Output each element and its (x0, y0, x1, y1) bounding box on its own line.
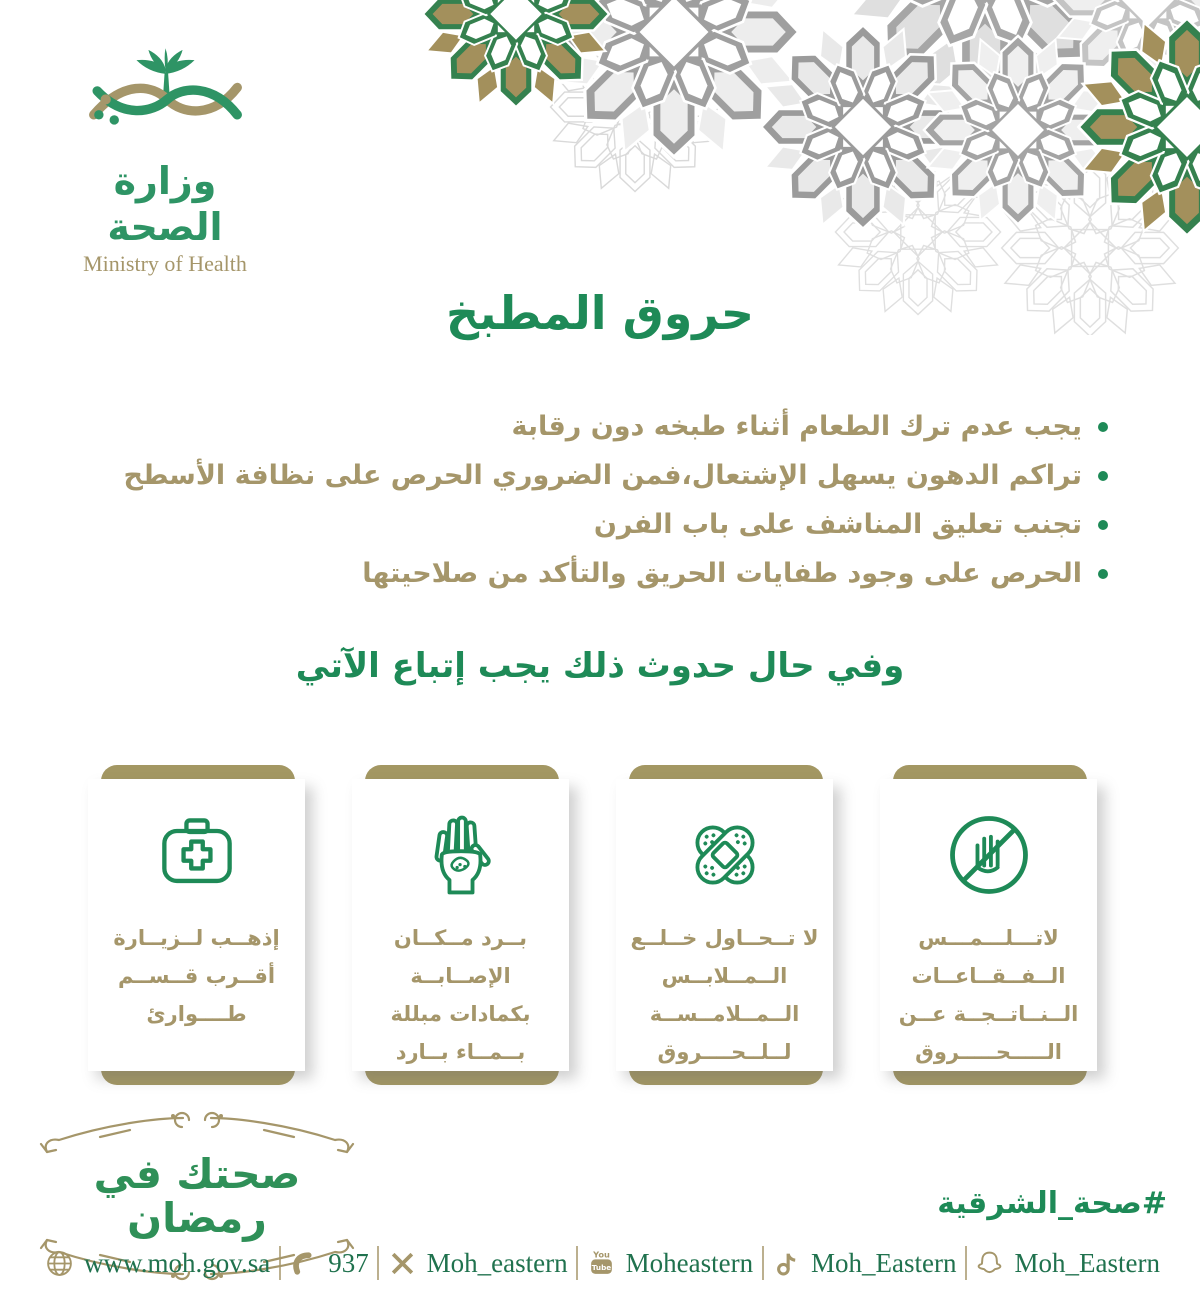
card-text-line: طــــوارئ (146, 1002, 247, 1026)
footer-divider (965, 1246, 967, 1280)
card-text-line: بكمادات مبللة (390, 1002, 531, 1026)
instruction-cards (88, 765, 1100, 1085)
footer-divider (279, 1246, 281, 1280)
svg-text:Tube: Tube (591, 1262, 611, 1272)
tiktok-icon (772, 1249, 801, 1278)
card-text-line: لاتـــلـــمـــس (918, 926, 1059, 950)
phone-icon (289, 1249, 318, 1278)
card-text-line: الإصــابــة (410, 964, 511, 988)
card-text-line: إذهــب لــزيــارة (113, 926, 280, 950)
tip-text: تجنب تعليق المناشف على باب الفرن (593, 509, 1082, 540)
poster-title: حروق المطبخ (445, 286, 755, 340)
card-text-line: الــنــاتــجــة عــن (898, 1002, 1079, 1026)
bullet-dot-icon (1098, 569, 1108, 579)
moh-logo-english-name: Ministry of Health (83, 251, 247, 276)
footer-divider (762, 1246, 764, 1280)
footer-phone-number[interactable] (289, 1248, 369, 1279)
footer-link-label: 937 (328, 1247, 369, 1278)
tip-item (95, 555, 1108, 592)
snapchat-icon (975, 1249, 1004, 1278)
tip-item (95, 408, 1108, 445)
footer-link-label: Moh_eastern (426, 1247, 568, 1278)
moh-logo-mark-icon (63, 46, 268, 158)
footer-link-label: www.moh.gov.sa (84, 1247, 271, 1278)
card-text-line: الـــــحـــــروق (915, 1040, 1062, 1064)
poster-subtitle: وفي حال حدوث ذلك يجب إتباع الآتي (295, 646, 905, 686)
svg-text:You: You (592, 1248, 610, 1259)
card-text-line: الــفــقــاعــات (911, 964, 1066, 988)
bullet-dot-icon (1098, 422, 1108, 432)
no-touch-hand-icon (941, 807, 1037, 903)
footer-divider (377, 1246, 379, 1280)
card-text (899, 919, 1079, 1071)
tip-text: تراكم الدهون يسهل الإشتعال،فمن الضروري الحرص على نظافة الأسطح (123, 460, 1082, 491)
card-text-line: الــمــلابــس (661, 964, 788, 988)
footer-link-snapchat[interactable] (975, 1248, 1159, 1279)
card-text (391, 919, 531, 1071)
bullet-dot-icon (1098, 471, 1108, 481)
card-text-line: لا تــحــاول خــلــع (630, 926, 819, 950)
footer-link-label: Moheastern (625, 1247, 754, 1278)
footer-link-label: Moh_Eastern (811, 1247, 957, 1278)
bullet-dot-icon (1098, 520, 1108, 530)
card-text (631, 919, 819, 1071)
tip-item (95, 457, 1108, 494)
crossed-bandages-icon (677, 807, 773, 903)
footer-link-label: Moh_Eastern (1014, 1247, 1160, 1278)
youtube-icon (587, 1249, 616, 1278)
card-text-line: الــمــلامــســة (649, 1002, 800, 1026)
card-text-line: بــرد مــكــان (393, 926, 528, 950)
burned-hand-icon (413, 807, 509, 903)
footer-contact-bar (45, 1238, 1160, 1288)
footer-link-tiktok[interactable] (772, 1248, 956, 1279)
footer-link-website[interactable] (45, 1248, 270, 1279)
card-text-line: أقــرب قــســم (117, 964, 276, 988)
card-text-line: لــلــحــــروق (657, 1040, 792, 1064)
tip-text: يجب عدم ترك الطعام أثناء طبخه دون رقابة (511, 411, 1082, 442)
footer-link-x-twitter[interactable] (388, 1248, 568, 1279)
moh-logo-arabic-name: وزارة الصحة (107, 159, 223, 249)
tips-list (95, 408, 1108, 604)
tip-text: الحرص على وجود طفايات الحريق والتأكد من صلاحيتها (362, 558, 1082, 589)
card-visit-emergency (88, 765, 308, 1085)
footer-link-youtube[interactable] (587, 1248, 753, 1279)
stamp-text: صحتك في رمضان (93, 1150, 301, 1242)
card-no-clothes-removal (616, 765, 836, 1085)
footer-divider (576, 1246, 578, 1280)
campaign-hashtag: #صحة_الشرقية (937, 1186, 1167, 1221)
card-text (113, 919, 279, 1033)
card-text-line: بــمــاء بــارد (395, 1040, 526, 1064)
moh-logo (50, 46, 280, 277)
first-aid-kit-icon (149, 807, 245, 903)
tip-item (95, 506, 1108, 543)
x-icon (388, 1249, 417, 1278)
globe-icon (45, 1249, 74, 1278)
card-no-touch-blisters (880, 765, 1100, 1085)
card-cool-burn-area (352, 765, 572, 1085)
